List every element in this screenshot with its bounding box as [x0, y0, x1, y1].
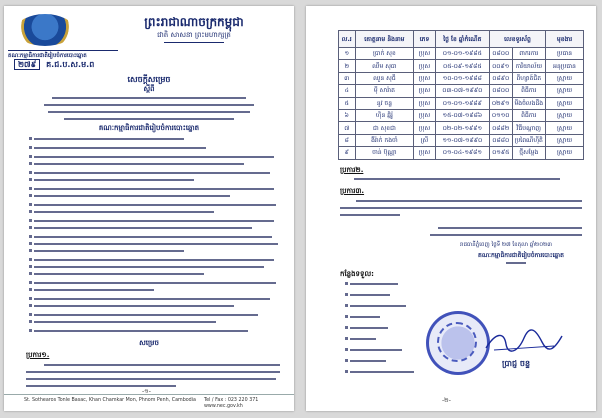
cell-sex: ប្រុស: [414, 72, 435, 84]
table-row: [339, 48, 584, 60]
cell-name: ហ៊ិន ឆ្មិរ៉ូ: [355, 109, 414, 121]
cell-sex: ស្រី: [414, 134, 435, 146]
cell-dob: ០២-០២-១៩៩១: [435, 122, 489, 134]
cell-unit: ពាករការ: [512, 48, 546, 60]
column-header-name: គោត្តនាម និងនាម: [355, 31, 414, 48]
cell-sex: ប្រុស: [414, 147, 435, 159]
table-row: [339, 72, 584, 84]
motto-ornament: [164, 42, 224, 47]
cell-dob: ១១-០៧-១៩៩០: [435, 134, 489, 146]
kingdom-title: ព្រះរាជាណាចក្រកម្ពុជា: [144, 15, 244, 29]
decision-subtitle: ស្តីពី: [143, 85, 155, 93]
footer-address: St. Sothearos Tonle Basac, Khan Chamkar Mon, Phnom Penh, Cambodia: [24, 398, 196, 403]
cell-name: ចាន់ ប៊ុណ្ណា: [355, 147, 414, 159]
cell-sex: ប្រុស: [414, 122, 435, 134]
signature: [484, 328, 564, 354]
cell-no: ៣: [339, 72, 356, 84]
date-line: រាជធានីភ្នំពេញ ថ្ងៃទី ២៧ ខែតុលា ឆ្នាំ២០២៣: [460, 242, 552, 248]
cell-name: ឈឹម សុធា: [355, 60, 414, 72]
cell-phone: ០២៩១: [489, 97, 512, 109]
cell-unit: ប្រពៃណីហ៊ីតិ: [512, 134, 546, 146]
cell-role: ស្ម្រាយ: [546, 97, 584, 109]
cell-dob: ១៥-០៧-១៩៨៦: [435, 109, 489, 121]
cell-name: នូវ ចន្ទ: [355, 97, 414, 109]
cell-sex: ប្រុស: [414, 60, 435, 72]
authority-label: គណៈកម្មាធិការជាតិរៀបចំការបោះឆ្នោត: [98, 124, 200, 132]
cell-no: ១: [339, 48, 356, 60]
nec-logo: [16, 14, 74, 46]
cell-unit: មីងចំលងដឹង: [512, 97, 546, 109]
kingdom-motto: ជាតិ សាសនា ព្រះមហាក្សត្រ: [157, 31, 231, 39]
document-page-2: [306, 6, 596, 411]
cell-no: ៨: [339, 134, 356, 146]
column-header-sex: ភេទ: [414, 31, 435, 48]
table-row: [339, 122, 584, 134]
cell-name: ឈួន សុធី: [355, 72, 414, 84]
cell-unit: វិធីបណ្ដាញ: [512, 122, 546, 134]
table-row: [339, 109, 584, 121]
cell-no: ៩: [339, 147, 356, 159]
decides-label: សម្រេច: [139, 339, 159, 347]
cell-role: ស្ម្រាយ: [546, 85, 584, 97]
column-header-role: មុខងារ: [546, 31, 584, 48]
cell-role: ស្ម្រាយ: [546, 134, 584, 146]
cell-dob: ០១-០១-១៩៨៥: [435, 48, 489, 60]
page-number-1: -១-: [142, 388, 151, 395]
document-page-1: [4, 6, 294, 411]
reference-code: គ.ជ.ប.ស.ម.ព: [46, 60, 95, 69]
cell-sex: ប្រុស: [414, 109, 435, 121]
cell-unit: ការិយាល័យ: [512, 60, 546, 72]
column-header-dob: ថ្ងៃ ខែ ឆ្នាំកំណើត: [435, 31, 489, 48]
decision-title: សេចក្តីសម្រេច: [127, 75, 171, 84]
cell-name: ងីរ៉ាក់ កងចាំ: [355, 134, 414, 146]
cell-unit: ថ្មីសម្ដែង: [512, 147, 546, 159]
article-3-label: ប្រការ៣.: [340, 187, 365, 195]
table-row: [339, 97, 584, 109]
cell-no: ២: [339, 60, 356, 72]
article-1-label: ប្រការ១.: [26, 351, 50, 359]
cell-sex: ប្រុស: [414, 48, 435, 60]
cell-no: ៧: [339, 122, 356, 134]
cell-dob: ០៥-០៩-១៩៨៥: [435, 60, 489, 72]
org-sign-label: គណៈកម្មាធិការជាតិរៀបចំការបោះឆ្នោត: [478, 252, 564, 259]
document-footer: [4, 394, 294, 411]
seal-inner-ring: [437, 322, 477, 362]
cell-unit: ពិធីការ: [512, 109, 546, 121]
table-row: [339, 85, 584, 97]
cell-name: ជា សុខជា: [355, 122, 414, 134]
cell-phone: ០៨៨០: [489, 134, 512, 146]
cell-role: ស្ម្រាយ: [546, 109, 584, 121]
official-seal: [426, 311, 490, 375]
cell-dob: ០១-០៤-១៩៨១: [435, 147, 489, 159]
cell-phone: ០០៩១: [489, 60, 512, 72]
cell-phone: ០៨០០: [489, 85, 512, 97]
cell-phone: ០៨៨២: [489, 122, 512, 134]
cell-sex: ប្រុស: [414, 85, 435, 97]
table-row: [339, 60, 584, 72]
column-header-phone: លេខទូរស័ព្ទ: [489, 31, 545, 48]
article-2-label: ប្រការ២.: [340, 166, 364, 174]
cell-dob: ១០-០១-១៩៨៨: [435, 72, 489, 84]
cell-role: អនុប្រធាន: [546, 60, 584, 72]
cell-no: ៤: [339, 85, 356, 97]
cell-unit: ពីហ្សាត៍ជិត: [512, 72, 546, 84]
cell-name: ប្រាក់ សុខ: [355, 48, 414, 60]
cell-phone: ០១១០: [489, 109, 512, 121]
cell-dob: ០១-០១-១៩៨៩: [435, 97, 489, 109]
organization-name: គណៈកម្មាធិការជាតិរៀបចំការបោះឆ្នោត: [8, 50, 118, 60]
cell-no: ៥: [339, 97, 356, 109]
cell-role: ស្ម្រាយ: [546, 122, 584, 134]
cell-sex: ប្រុស: [414, 97, 435, 109]
cell-phone: ០៨០០: [489, 48, 512, 60]
cell-no: ៦: [339, 109, 356, 121]
signer-name: ប្រាជ្ញ ចន្ទ: [502, 359, 531, 368]
reference-number: [14, 59, 94, 71]
member-table: [338, 30, 584, 160]
recipients-label: កន្លែងទទួល:: [340, 270, 374, 278]
cell-role: ស្ម្រាយ: [546, 147, 584, 159]
cell-name: ម៉ី សារ៉ាត: [355, 85, 414, 97]
reference-number-value: ២៧៩: [14, 59, 40, 70]
table-row: [339, 147, 584, 159]
cell-role: ប្រធាន: [546, 48, 584, 60]
cell-phone: ០១៩៥: [489, 147, 512, 159]
cell-role: ស្ម្រាយ: [546, 72, 584, 84]
table-row: [339, 134, 584, 146]
footer-website: www.nec.gov.kh: [204, 404, 243, 409]
cell-unit: ពិធីការ: [512, 85, 546, 97]
page-number-2: -២-: [442, 397, 451, 404]
column-header-no: ល.រ: [339, 31, 356, 48]
cell-dob: ០៣-០៧-១៩៩០: [435, 85, 489, 97]
footer-telephone: Tel / Fax : 023 220 371: [204, 398, 259, 403]
member-table-header: [339, 31, 584, 48]
cell-phone: ០៨៩០: [489, 72, 512, 84]
